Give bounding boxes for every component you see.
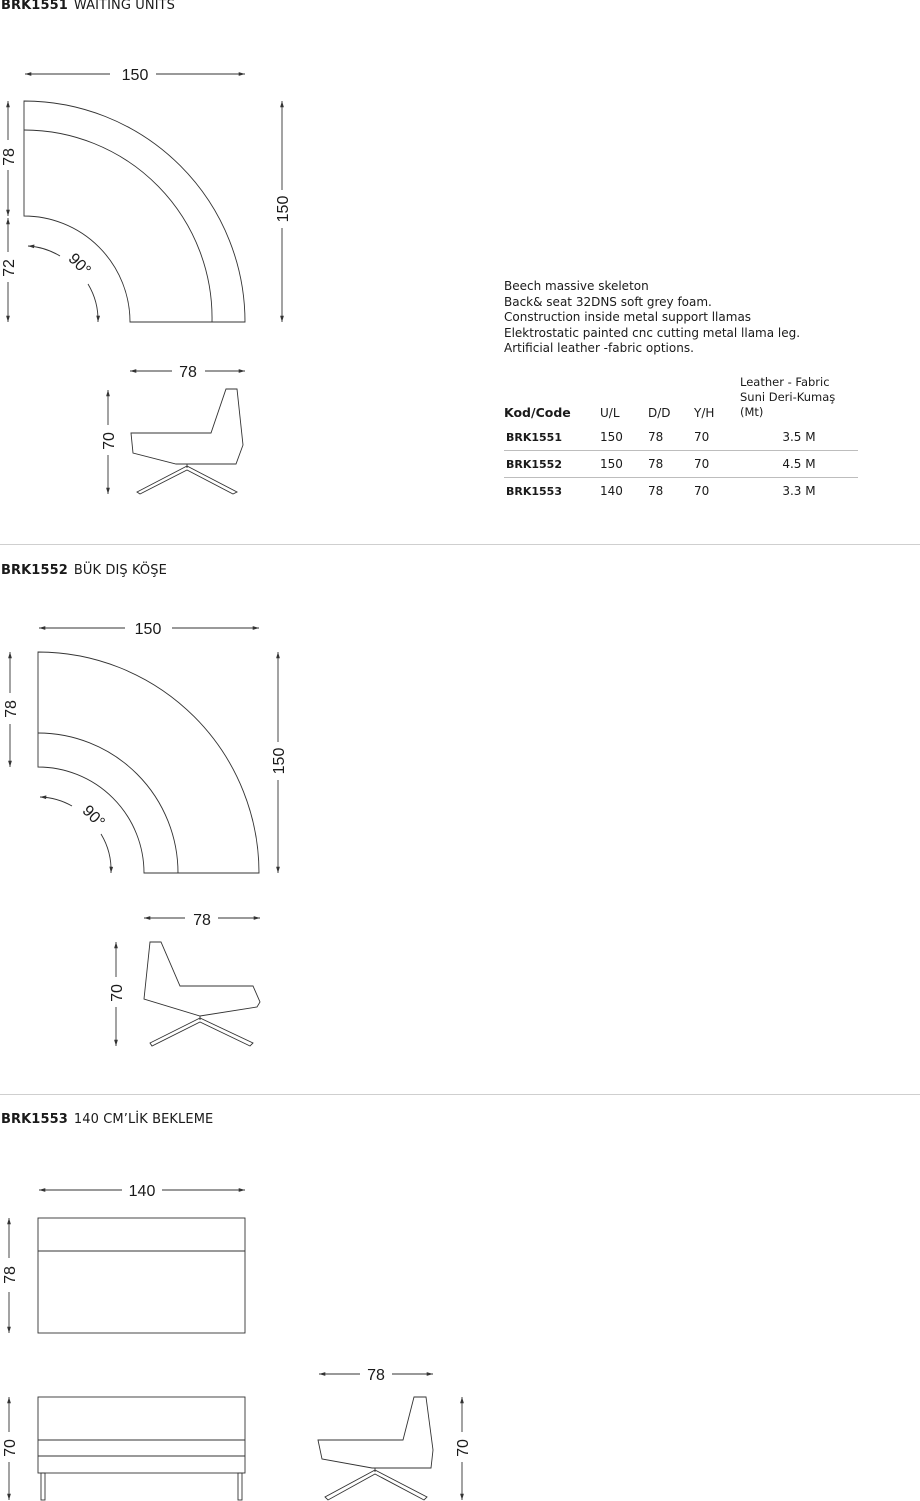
- spec-line: Beech massive skeleton: [504, 279, 649, 293]
- dim-s2-side-width: 78: [193, 912, 211, 929]
- cell-code: BRK1551: [504, 424, 600, 451]
- brk1551-dimension-lines: [8, 74, 282, 322]
- brk1552-dimension-lines: [10, 628, 278, 873]
- dim-s3-side-width: 78: [367, 1367, 385, 1384]
- cell-dd: 78: [648, 484, 664, 498]
- cell-dd: 78: [648, 451, 694, 478]
- header-yh: Y/H: [694, 406, 715, 420]
- dim-s1-side-width: 78: [179, 364, 197, 381]
- cell-yh: 70: [694, 424, 740, 451]
- section-code: BRK1553: [1, 1112, 68, 1127]
- brk1553-dimension-lines: [9, 1190, 245, 1333]
- section-name: BÜK DIŞ KÖŞE: [73, 563, 167, 578]
- dim-s3-top-width: 140: [128, 1183, 156, 1200]
- cell-yh: 70: [694, 451, 740, 478]
- cell-lf: 3.5 M: [740, 424, 858, 451]
- cell-dd: 78: [648, 424, 694, 451]
- spec-line: Construction inside metal support llamas: [504, 310, 752, 324]
- cell-code: BRK1552: [504, 451, 600, 478]
- dim-s2-top-width: 150: [134, 621, 162, 638]
- dim-s3-left-depth: 78: [2, 1266, 19, 1284]
- section-name: 140 CM’LİK BEKLEME: [73, 1112, 214, 1127]
- dim-s2-right-height: 150: [271, 747, 288, 775]
- cell-ul: 150: [600, 424, 648, 451]
- brk1552-top-view: [38, 652, 259, 873]
- brk1551-top-view: [24, 101, 245, 322]
- section-name: WAITING UNITS: [73, 0, 176, 13]
- brk1553-top-view: [38, 1218, 245, 1333]
- cell-code: BRK1553: [506, 484, 562, 498]
- cell-lf: 4.5 M: [740, 451, 858, 478]
- dim-s1-top-width: 150: [121, 67, 149, 84]
- cell-lf: 3.3 M: [782, 484, 816, 498]
- brk1553-side-view: [318, 1374, 462, 1500]
- cell-ul: 140: [600, 484, 623, 498]
- dim-s1-right-height: 150: [275, 195, 292, 223]
- header-dd: D/D: [648, 406, 671, 420]
- dim-s3-front-height: 70: [2, 1439, 19, 1457]
- dim-s1-left-inner: 72: [1, 259, 18, 277]
- spec-line: Back& seat 32DNS soft grey foam.: [504, 294, 712, 309]
- spec-line: Artificial leather -fabric options.: [504, 341, 694, 355]
- section-code: BRK1551: [1, 0, 68, 13]
- cell-yh: 70: [694, 484, 710, 498]
- spec-line: Elektrostatic painted cnc cutting metal llama leg.: [504, 325, 801, 340]
- dim-s1-angle: 90°: [64, 250, 94, 280]
- dim-s3-side-height: 70: [455, 1439, 472, 1457]
- header-lf-line1: Leather - Fabric: [740, 375, 830, 389]
- brk1552-side-view: [116, 918, 260, 1046]
- cell-ul: 150: [600, 451, 648, 478]
- header-ul: U/L: [600, 406, 620, 420]
- dim-s2-left-depth: 78: [3, 700, 20, 718]
- section-code: BRK1552: [1, 563, 68, 578]
- header-lf-line2: Suni Deri-Kumaş (Mt): [740, 390, 836, 419]
- brk1551-side-view: [108, 371, 245, 494]
- brk1553-front-view: [9, 1397, 245, 1500]
- header-code: Kod/Code: [504, 405, 571, 420]
- dimension-labels: [1, 67, 472, 1457]
- dim-s1-side-height: 70: [101, 432, 118, 450]
- dim-s1-left-depth: 78: [1, 148, 18, 166]
- dim-s2-angle: 90°: [78, 802, 108, 832]
- dim-s2-side-height: 70: [109, 984, 126, 1002]
